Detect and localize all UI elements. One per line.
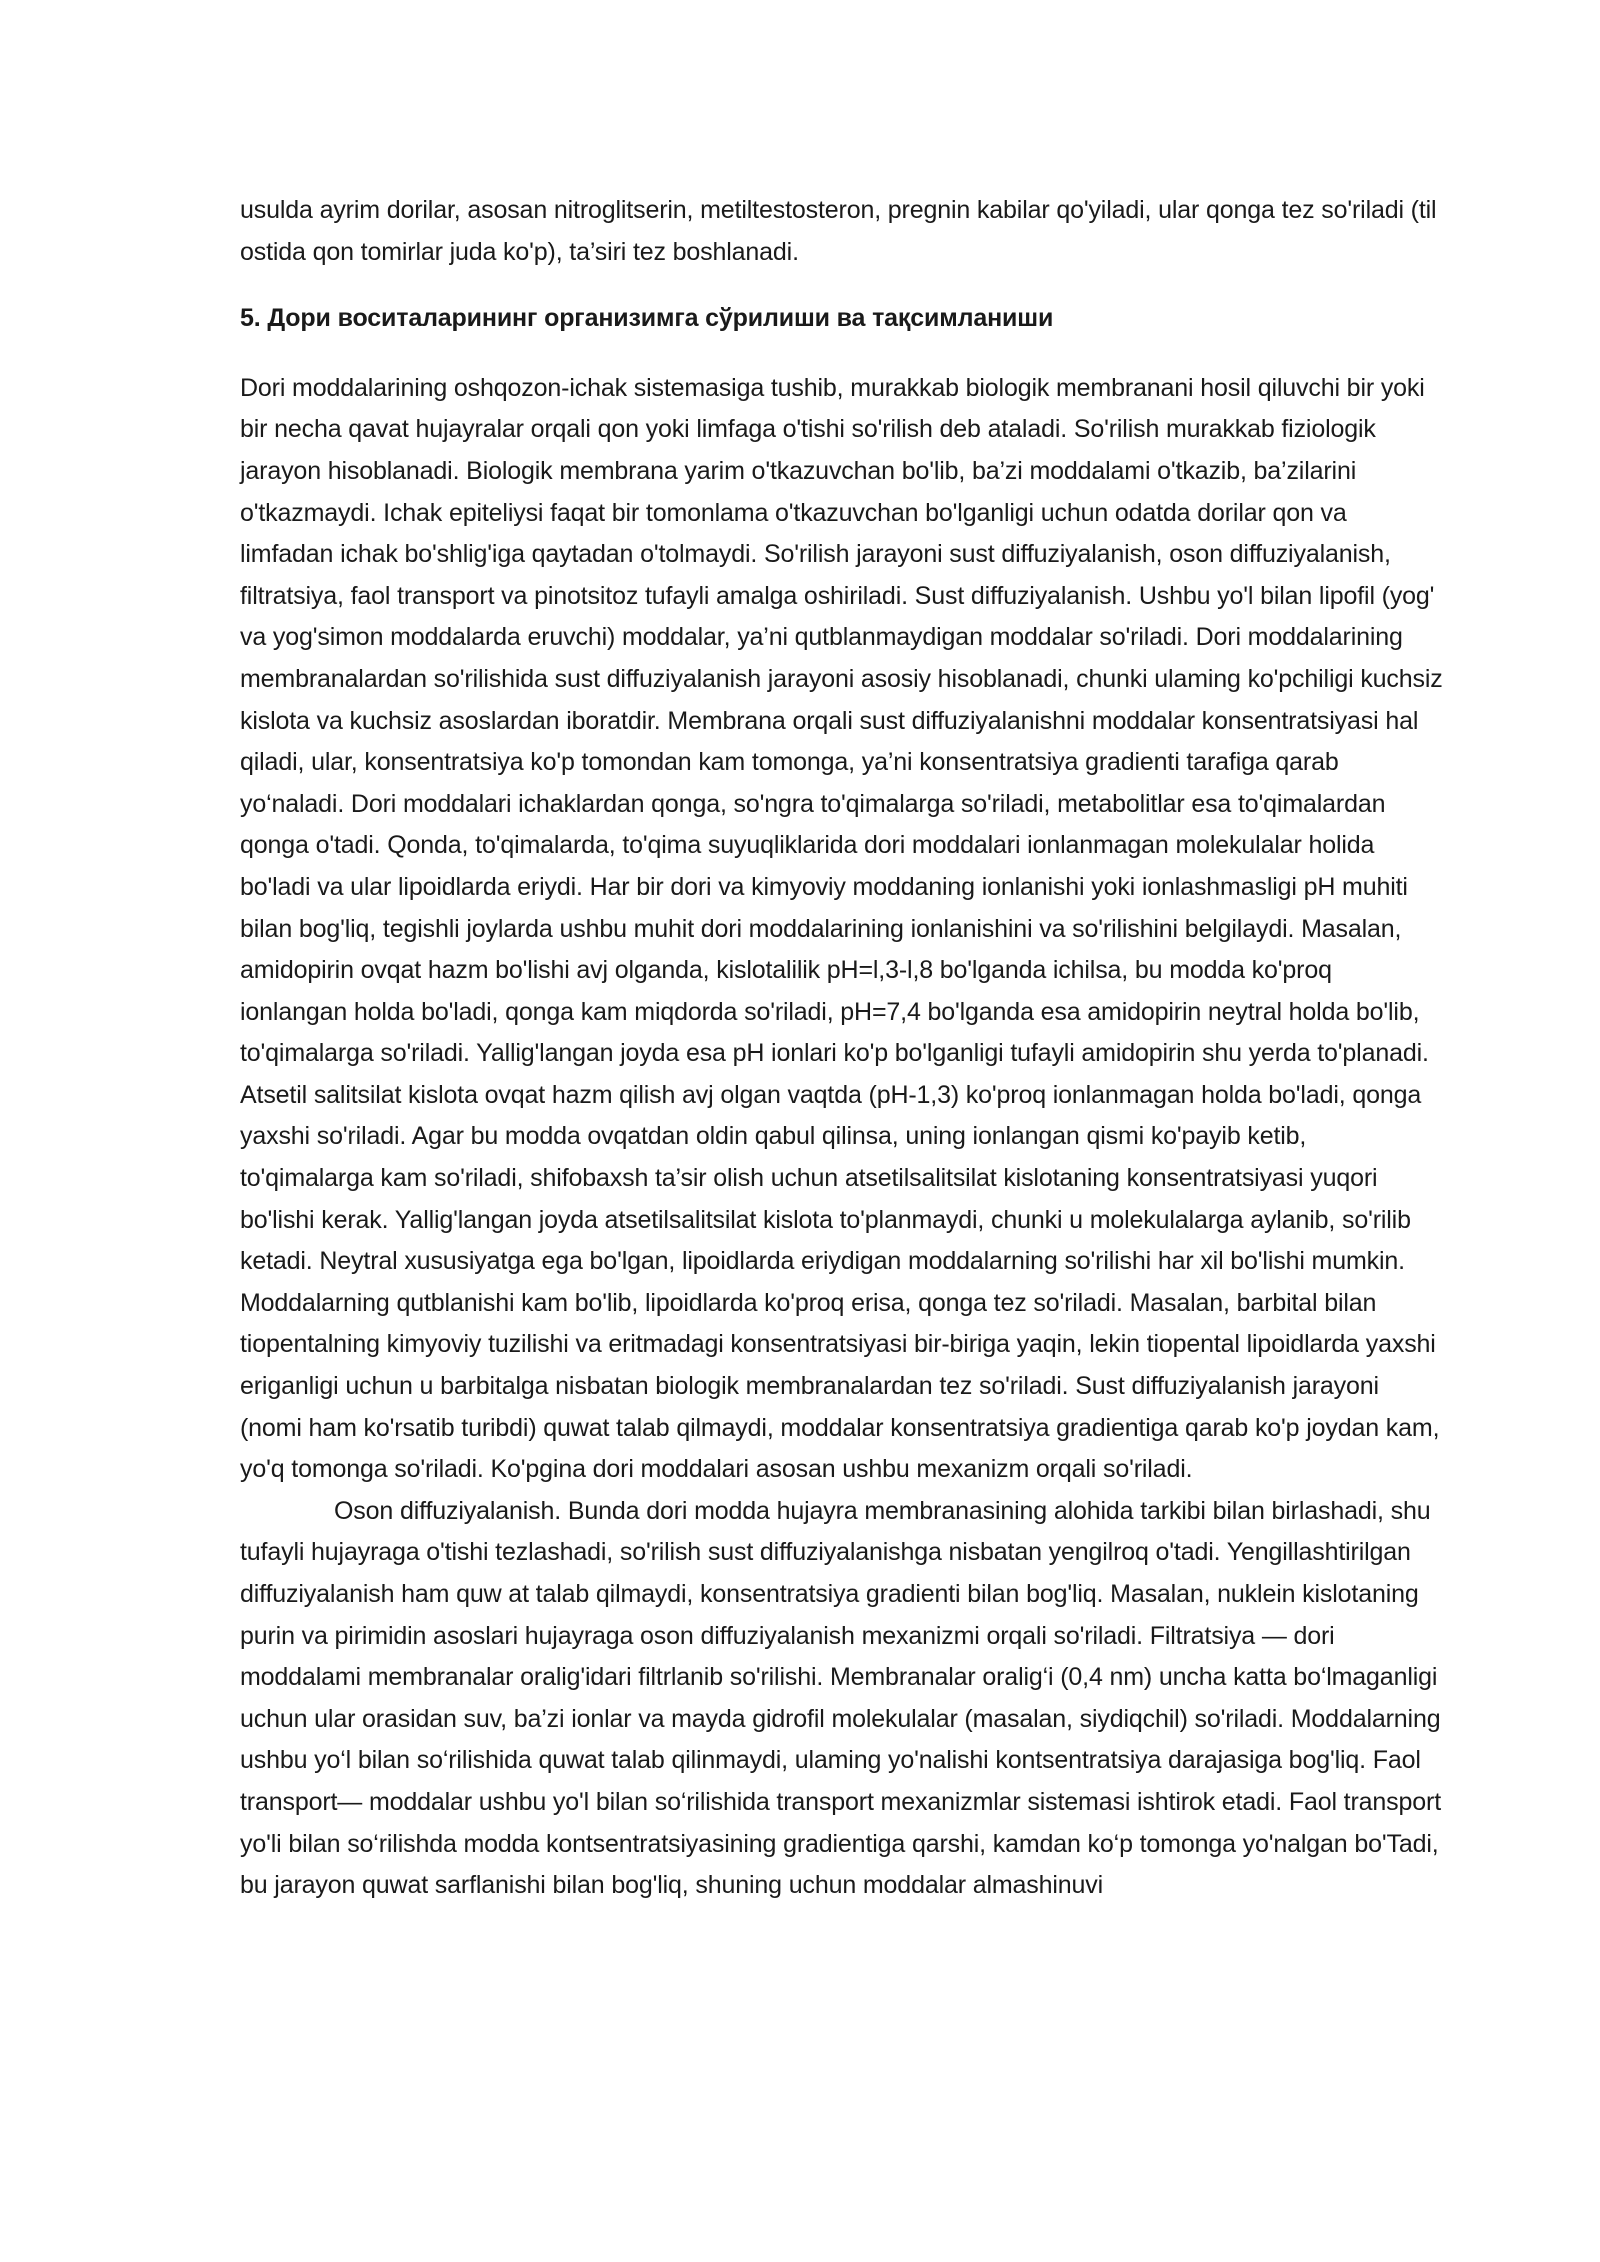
intro-paragraph: usulda ayrim dorilar, asosan nitroglitserin, metiltestosteron, pregnin kabilar qo'yiladi, ular qonga tez so'riladi (til ostida qon tomirlar juda ko'p), ta’siri tez boshlanadi.	[240, 196, 1437, 266]
body-paragraph-facilitated-diffusion: Oson diffuziyalanish. Bunda dori modda hujayra membranasining alohida tarkibi bilan birlashadi, shu tufayli hujayraga o'tishi tezlashadi, so'rilish sust diffuziyalanishga nisbatan yengilroq o'tadi. Yengillashtirilgan diffuziyalanish ham quw at talab qilmaydi, konsentratsiya gradienti bilan bog'liq. Masalan, nuklein kislotaning purin va pirimidin asoslari hujayraga oson diffuziyalanish mexanizmi orqali so'riladi. Filtratsiya — dori moddalami membranalar oralig'idari filtrlanib so'rilishi. Membranalar oralig‘i (0,4 nm) uncha katta bo‘lmaganligi uchun ular orasidan suv, ba’zi ionlar va mayda gidrofil molekulalar (masalan, siydiqchil) so'riladi. Moddalarning ushbu yo‘l bilan so‘rilishida quwat talab qilinmaydi, ulaming yo'nalishi kontsentratsiya darajasiga bog'liq. Faol transport— moddalar ushbu yo'l bilan so‘rilishida transport mexanizmlar sistemasi ishtirok etadi. Faol transport yo'li bilan so‘rilishda modda kontsentratsiyasining gradientiga qarshi, kamdan ko‘p tomonga yo'nalgan bo'Tadi, bu jarayon quwat sarflanishi bilan bog'liq, shuning uchun moddalar almashinuvi	[240, 1496, 1441, 1900]
body-paragraph-absorption: Dori moddalarining oshqozon-ichak sistemasiga tushib, murakkab biologik membranani hosil qiluvchi bir yoki bir necha qavat hujayralar orqali qon yoki limfaga o'tishi so'rilish deb ataladi. So'rilish murakkab fiziologik jarayon hisoblanadi. Biologik membrana yarim o'tkazuvchan bo'lib, ba’zi moddalami o'tkazib, ba’zilarini o'tkazmaydi. Ichak epiteliysi faqat bir tomonlama o'tkazuvchan bo'lganligi uchun odatda dorilar qon va limfadan ichak bo'shlig'iga qaytadan o'tolmaydi. So'rilish jarayoni sust diffuziyalanish, oson diffuziyalanish, filtratsiya, faol transport va pinotsitoz tufayli amalga oshiriladi. Sust diffuziyalanish. Ushbu yo'l bilan lipofil (yog' va yog'simon moddalarda eruvchi) moddalar, ya’ni qutblanmaydigan moddalar so'riladi. Dori moddalarining membranalardan so'rilishida sust diffuziyalanish jarayoni asosiy hisoblanadi, chunki ulaming ko'pchiligi kuchsiz kislota va kuchsiz asoslardan iboratdir. Membrana orqali sust diffuziyalanishni moddalar konsentratsiyasi hal qiladi, ular, konsentratsiya ko'p tomondan kam tomonga, ya’ni konsentratsiya gradienti tarafiga qarab yo‘naladi. Dori moddalari ichaklardan qonga, so'ngra to'qimalarga so'riladi, metabolitlar esa to'qimalardan qonga o'tadi. Qonda, to'qimalarda, to'qima suyuqliklarida dori moddalari ionlanmagan molekulalar holida bo'ladi va ular lipoidlarda eriydi. Har bir dori va kimyoviy moddaning ionlanishi yoki ionlashmasligi pH muhiti bilan bog'liq, tegishli joylarda ushbu muhit dori moddalarining ionlanishini va so'rilishini belgilaydi. Masalan, amidopirin ovqat hazm bo'lishi avj olganda, kislotalilik pH=l,3-l,8 bo'lganda ichilsa, bu modda ko'proq ionlangan holda bo'ladi, qonga kam miqdorda so'riladi, pH=7,4 bo'lganda esa amidopirin neytral holda bo'lib, to'qimalarga so'riladi. Yallig'langan joyda esa pH ionlari ko'p bo'lganligi tufayli amidopirin shu yerda to'planadi. Atsetil salitsilat kislota ovqat hazm qilish avj olgan vaqtda (pH-1,3) ko'proq ionlanmagan holda bo'ladi, qonga yaxshi so'riladi. Agar bu modda ovqatdan oldin qabul qilinsa, uning ionlangan qismi ko'payib ketib, to'qimalarga kam so'riladi, shifobaxsh ta’sir olish uchun atsetilsalitsilat kislotaning konsentratsiyasi yuqori bo'lishi kerak. Yallig'langan joyda atsetilsalitsilat kislota to'planmaydi, chunki u molekulalarga aylanib, so'rilib ketadi. Neytral xususiyatga ega bo'lgan, lipoidlarda eriydigan moddalarning so'rilishi har xil bo'lishi mumkin. Moddalarning qutblanishi kam bo'lib, lipoidlarda ko'proq erisa, qonga tez so'riladi. Masalan, barbital bilan tiopentalning kimyoviy tuzilishi va eritmadagi konsentratsiyasi bir-biriga yaqin, lekin tiopental lipoidlarda yaxshi eriganligi uchun u barbitalga nisbatan biologik membranalardan tez so'riladi. Sust diffuziyalanish jarayoni (nomi ham ko'rsatib turibdi) quwat talab qilmaydi, moddalar konsentratsiya gradientiga qarab ko'p joydan kam, yo'q tomonga so'riladi. Ko'pgina dori moddalari asosan ushbu mexanizm orqali so'riladi.	[240, 373, 1443, 1484]
document-body	[240, 190, 1445, 1907]
section-heading: 5. Дори воситаларининг организимга сўрилиши ва тақсимланиши	[240, 304, 1054, 333]
